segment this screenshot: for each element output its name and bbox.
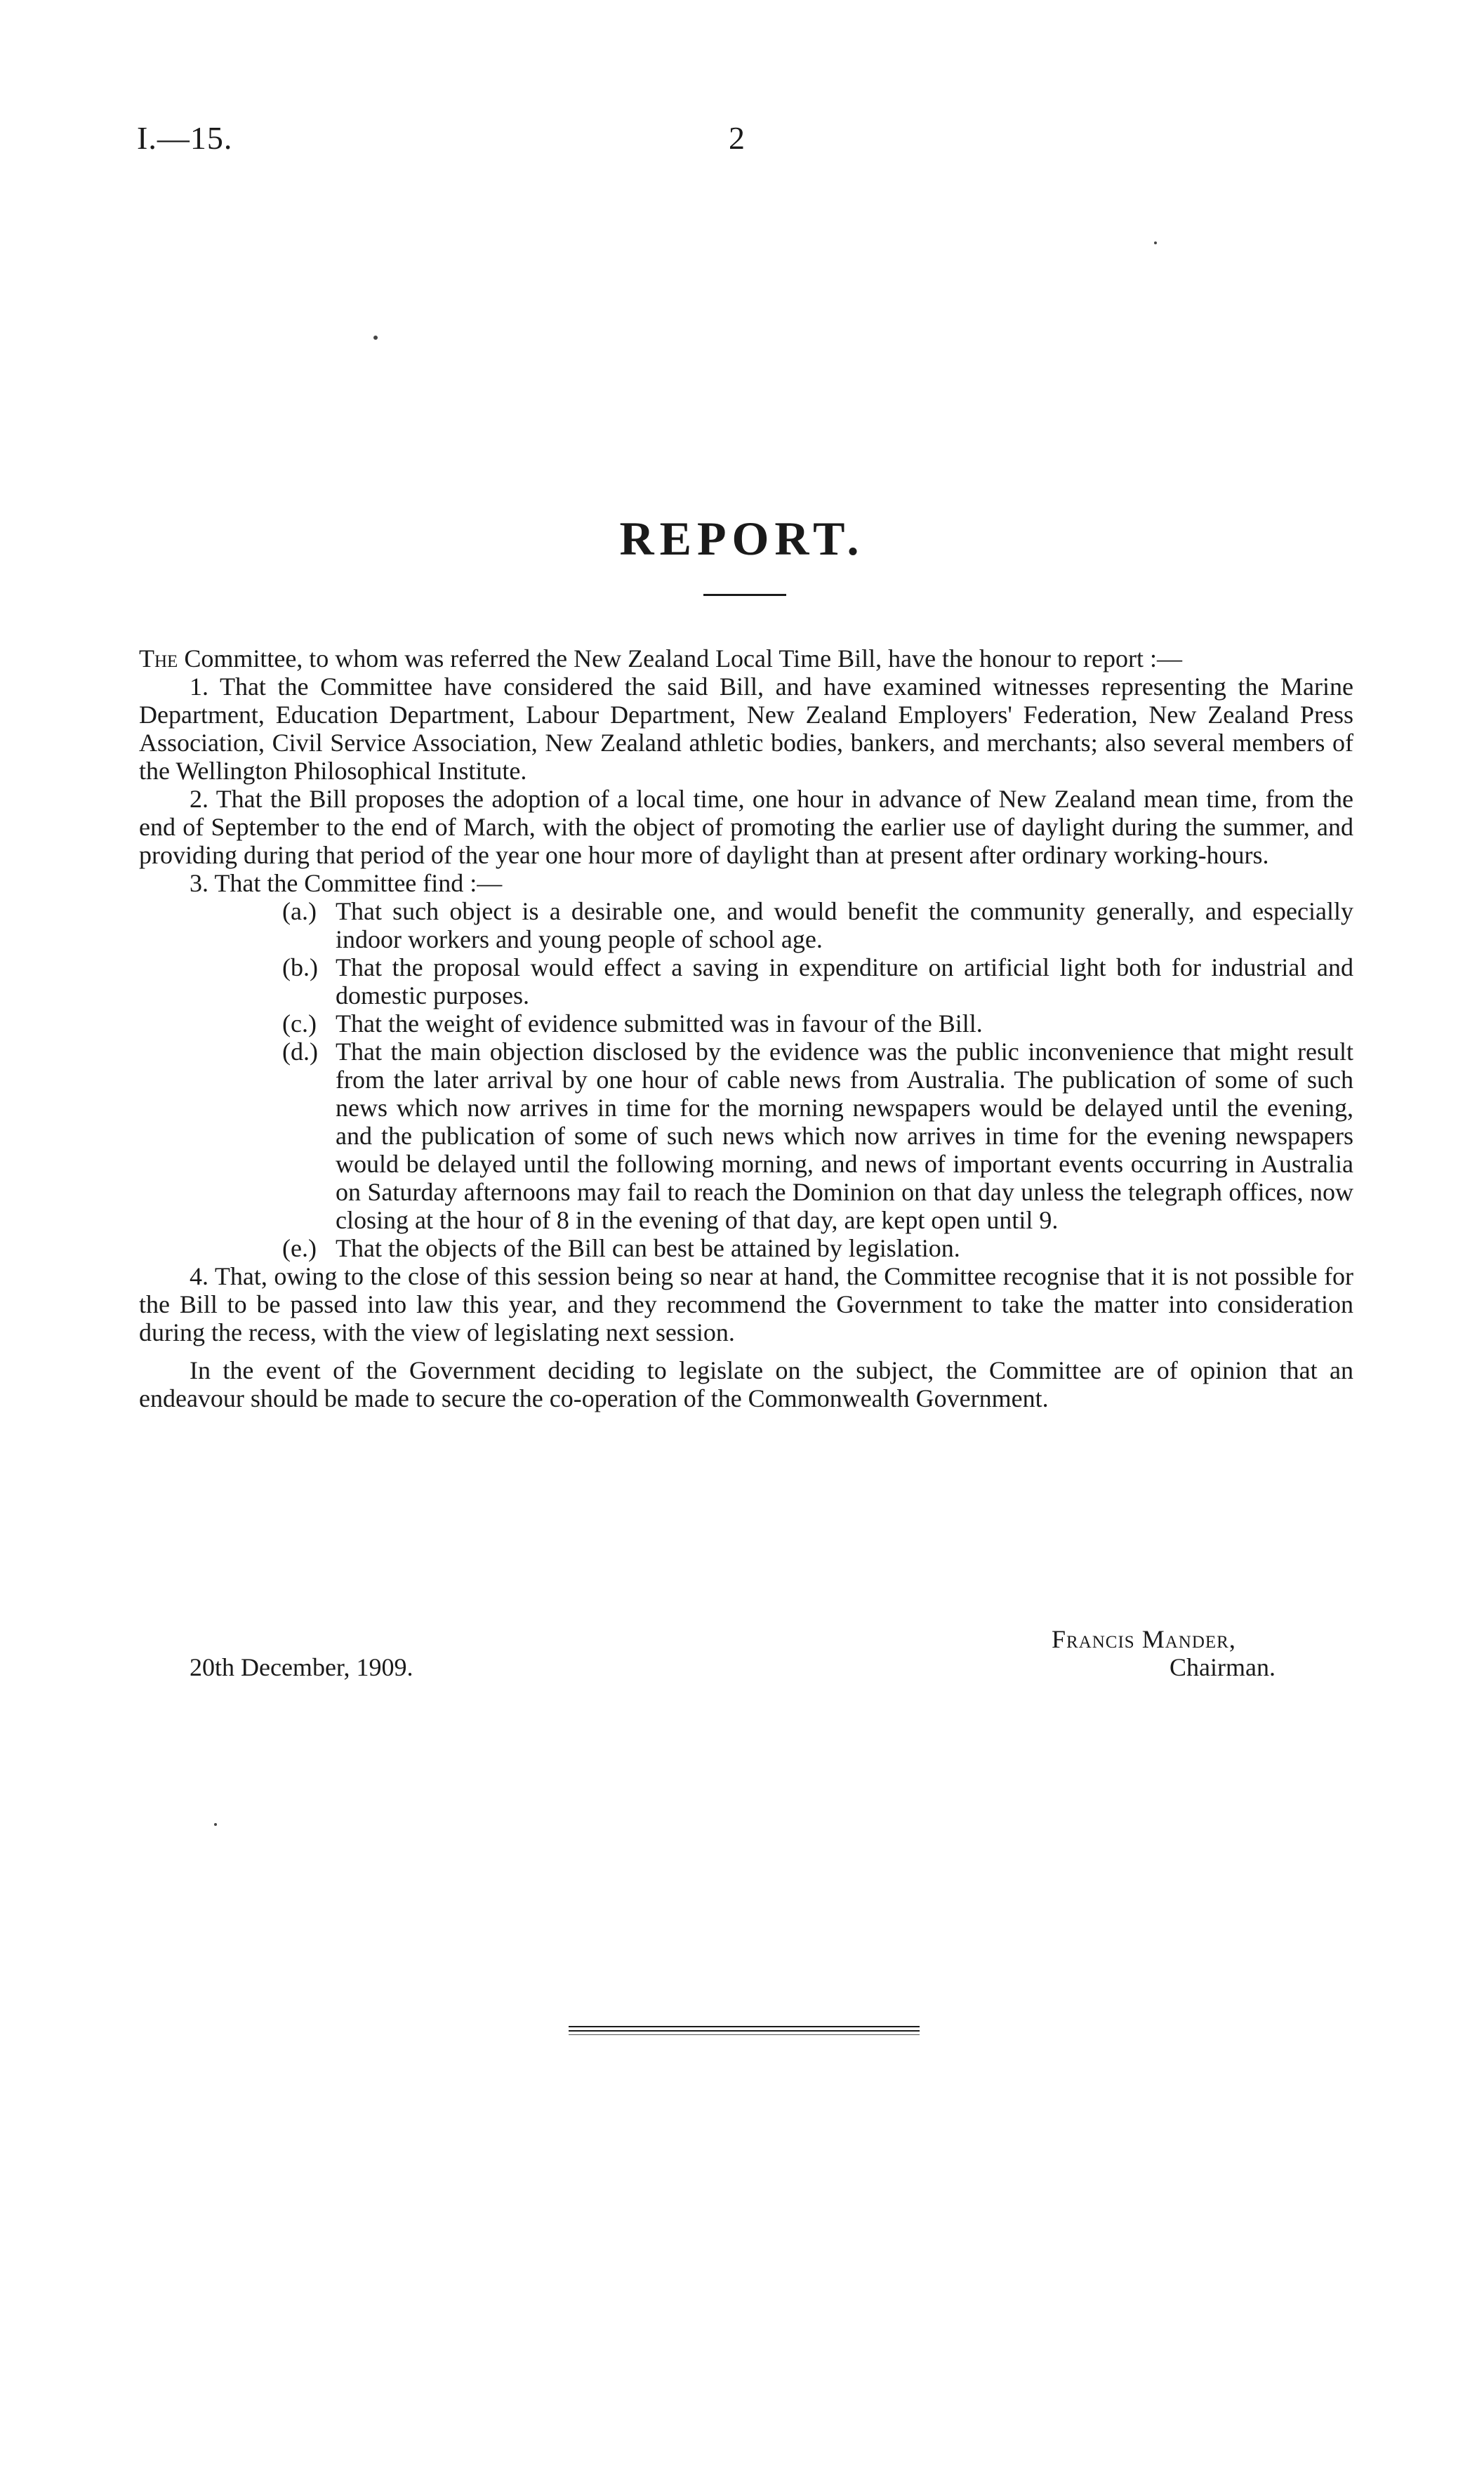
report-title: REPORT. bbox=[619, 512, 865, 565]
finding-b bbox=[139, 953, 1353, 1009]
end-rule bbox=[569, 2030, 920, 2032]
end-rule bbox=[569, 2034, 920, 2035]
report-date: 20th December, 1909. bbox=[190, 1653, 413, 1681]
paragraph-1: 1. That the Committee have considered the said Bill, and have examined witnesses representing the Marine Department, Education Department, Labour Department, New Zealand Employers' Federation, New Zealand Press Association, Civil Service Association, New Zealand athletic bodies, bankers, and merchants; also several members of the Wellington Philosophical Institute. bbox=[139, 673, 1353, 785]
report-body bbox=[139, 644, 1353, 1412]
paragraph-3: 3. That the Committee find :— bbox=[190, 869, 503, 897]
signatory-title: Chairman. bbox=[1170, 1653, 1276, 1681]
print-speck bbox=[373, 336, 378, 340]
page-number: 2 bbox=[729, 120, 745, 156]
paragraph-4: 4. That, owing to the close of this session being so near at hand, the Committee recognise that it is not possible for the Bill to be passed into law this year, and they recommend the Government to take the matter into consideration during the recess, with the view of legislating next session. bbox=[139, 1262, 1353, 1346]
finding-label: (a.) bbox=[282, 897, 317, 925]
finding-text: That the objects of the Bill can best be attained by legislation. bbox=[336, 1234, 960, 1262]
intro-text: Committee, to whom was referred the New Zealand Local Time Bill, have the honour to report :— bbox=[178, 644, 1182, 673]
document-reference: I.—15. bbox=[137, 120, 233, 156]
finding-label: (e.) bbox=[282, 1234, 317, 1262]
finding-e bbox=[139, 1234, 1353, 1262]
paragraph-2: 2. That the Bill proposes the adoption of a local time, one hour in advance of New Zealand mean time, from the end of September to the end of March, with the object of promoting the earlier use of daylight during the summer, and providing during that period of the year one hour more of daylight than at present after ordinary working-hours. bbox=[139, 785, 1353, 869]
finding-label: (d.) bbox=[282, 1038, 318, 1066]
finding-c bbox=[139, 1009, 1353, 1038]
title-rule bbox=[703, 594, 786, 596]
finding-label: (b.) bbox=[282, 953, 318, 981]
end-rule bbox=[569, 2026, 920, 2027]
finding-text: That such object is a desirable one, and would benefit the community generally, and especially indoor workers and young people of school age. bbox=[336, 897, 1353, 953]
signatory-name: Francis Mander, bbox=[1052, 1625, 1236, 1653]
finding-a bbox=[139, 897, 1353, 953]
finding-label: (c.) bbox=[282, 1009, 317, 1038]
intro-lead-word: The bbox=[139, 644, 178, 673]
intro-paragraph bbox=[139, 644, 1353, 673]
finding-d bbox=[139, 1038, 1353, 1234]
findings-list bbox=[139, 897, 1353, 1262]
finding-text: That the main objection disclosed by the evidence was the public inconvenience that might result from the later arrival by one hour of cable news from Australia. The publication of some of such news which now arrives in time for the morning newspapers would be delayed until the evening, and the publication of some of such news which now arrives in time for the evening newspapers would be delayed until the following morning, and news of important events occurring in Australia on Saturday afternoons may fail to reach the Dominion on that day unless the telegraph offices, now closing at the hour of 8 in the evening of that day, are kept open until 9. bbox=[336, 1038, 1353, 1234]
print-speck bbox=[214, 1823, 217, 1826]
finding-text: That the proposal would effect a saving in expenditure on artificial light both for industrial and domestic purposes. bbox=[336, 953, 1353, 1009]
closing-paragraph: In the event of the Government deciding to legislate on the subject, the Committee are of opinion that an endeavour should be made to secure the co-operation of the Commonwealth Government. bbox=[139, 1356, 1353, 1412]
finding-text: That the weight of evidence submitted was in favour of the Bill. bbox=[336, 1009, 983, 1038]
print-speck bbox=[1154, 241, 1157, 244]
